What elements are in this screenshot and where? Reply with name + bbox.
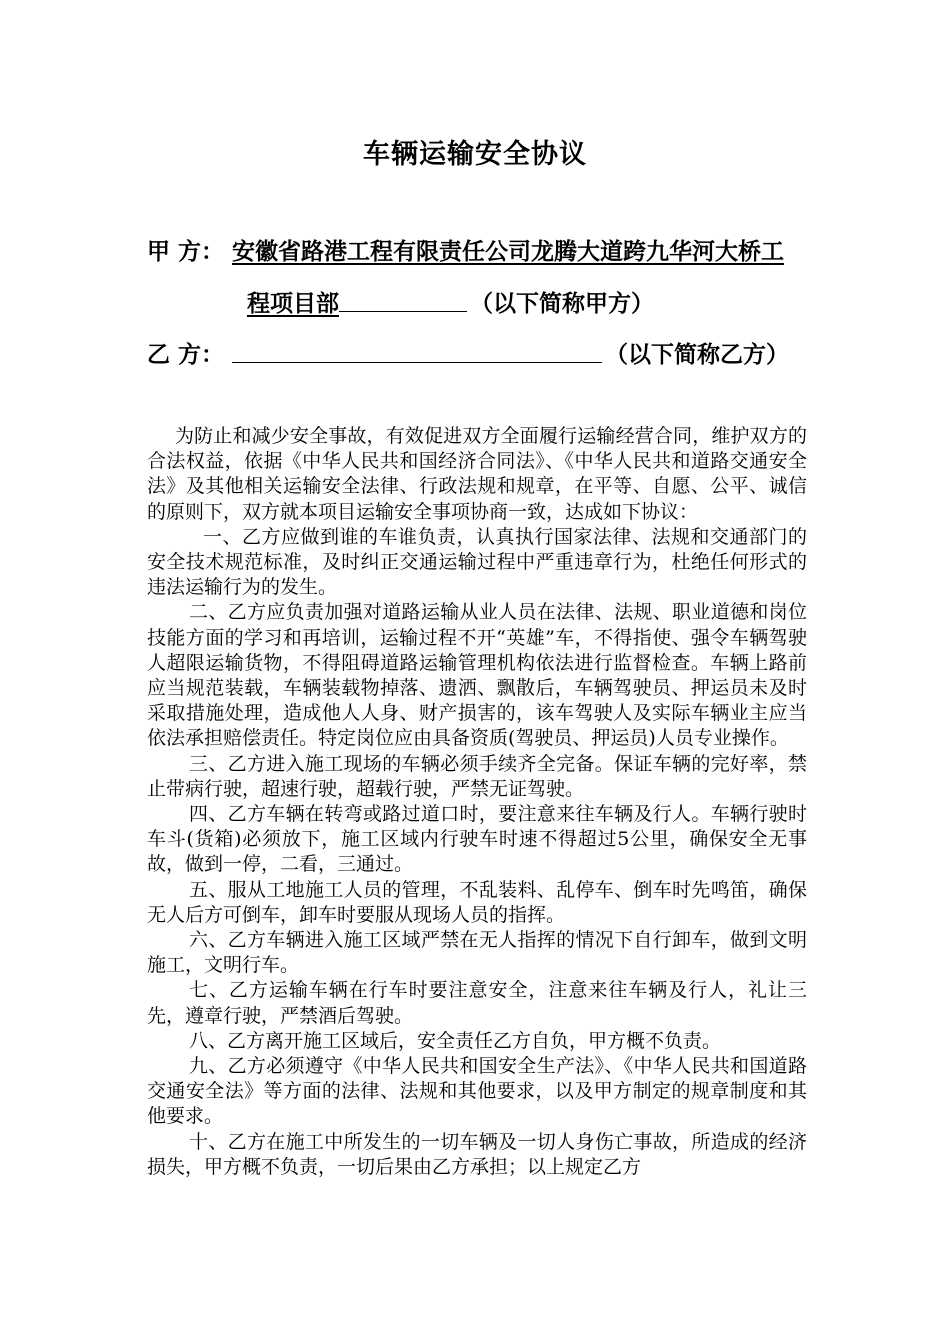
party-a-suffix: （以下简称甲方） xyxy=(470,290,654,317)
clause-9: 九、乙方必须遵守《中华人民共和国安全生产法》、《中华人民共和国道路交通安全法》等方面的法律、法规和其他要求，以及甲方制定的规章制度和其他要求。 xyxy=(147,1055,807,1128)
preamble-paragraph: 为防止和减少安全事故，有效促进双方全面履行运输经营合同，维护双方的合法权益，依据《中华人民共和国经济合同法》、《中华人民共和道路交通安全法》及其他相关运输安全法律、行政法规和规章，在平等、自愿、公平、诚信的原则下，双方就本项目运输安全事项协商一致，达成如下协议： xyxy=(147,425,807,523)
agreement-body xyxy=(147,424,807,1180)
party-b-blank-line xyxy=(232,362,602,363)
document-title: 车辆运输安全协议 xyxy=(363,139,587,170)
party-a-blank-line xyxy=(339,311,467,312)
clause-3: 三、乙方进入施工现场的车辆必须手续齐全完备。保证车辆的完好率，禁止带病行驶，超速行驶，超载行驶，严禁无证驾驶。 xyxy=(147,752,807,800)
party-a-name-line1: 安徽省路港工程有限责任公司龙腾大道跨九华河大桥工 xyxy=(232,238,784,265)
party-b-label: 乙 方： xyxy=(147,341,225,368)
clause-5: 五、服从工地施工人员的管理，不乱装料、乱停车、倒车时先鸣笛，确保无人后方可倒车，卸车时要服从现场人员的指挥。 xyxy=(147,878,807,926)
party-a-label: 甲 方： xyxy=(147,238,225,265)
clause-4: 四、乙方车辆在转弯或路过道口时，要注意来往车辆及行人。车辆行驶时车斗(货箱)必须放下，施工区域内行驶车时速不得超过5公里，确保安全无事故，做到一停，二看，三通过。 xyxy=(147,803,807,876)
clause-8: 八、乙方离开施工区域后，安全责任乙方自负，甲方概不负责。 xyxy=(189,1029,722,1052)
party-b-suffix: （以下简称乙方） xyxy=(605,341,789,368)
clause-1: 一、乙方应做到谁的车谁负责，认真执行国家法律、法规和交通部门的安全技术规范标准，及时纠正交通运输过程中严重违章行为，杜绝任何形式的违法运输行为的发生。 xyxy=(147,525,807,599)
party-a-name-line2: 程项目部 xyxy=(247,290,339,317)
clause-10: 十、乙方在施工中所发生的一切车辆及一切人身伤亡事故，所造成的经济损失，甲方概不负责，一切后果由乙方承担；以上规定乙方 xyxy=(147,1130,807,1178)
clause-6: 六、乙方车辆进入施工区域严禁在无人指挥的情况下自行卸车，做到文明施工，文明行车。 xyxy=(147,929,807,977)
clause-2: 二、乙方应负责加强对道路运输从业人员在法律、法规、职业道德和岗位技能方面的学习和再培训，运输过程不开“英雄”车，不得指使、强令车辆驾驶人超限运输货物，不得阻碍道路运输管理机构依法进行监督检查。车辆上路前应当规范装载，车辆装载物掉落、遗洒、飘散后，车辆驾驶员、押运员未及时采取措施处理，造成他人人身、财产损害的，该车驾驶人及实际车辆业主应当依法承担赔偿责任。特定岗位应由具备资质(驾驶员、押运员)人员专业操作。 xyxy=(147,601,807,750)
clause-7: 七、乙方运输车辆在行车时要注意安全，注意来往车辆及行人，礼让三先，遵章行驶，严禁酒后驾驶。 xyxy=(147,979,807,1027)
